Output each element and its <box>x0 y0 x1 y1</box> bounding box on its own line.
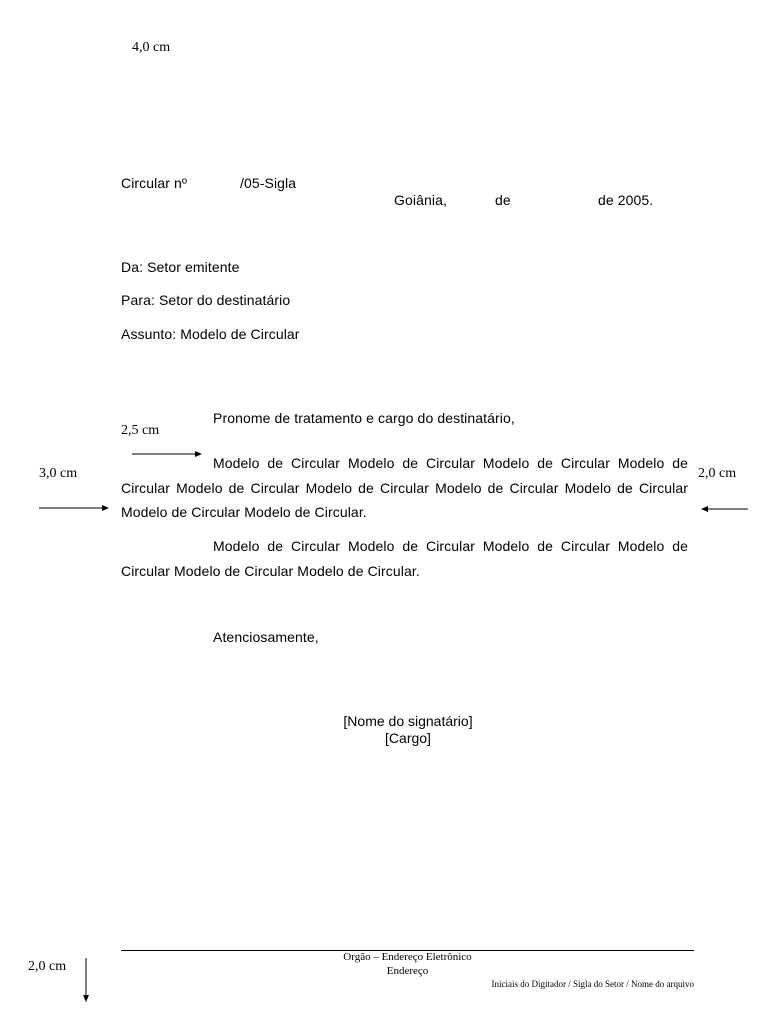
date-year: de 2005. <box>598 192 654 208</box>
signatory-role: [Cargo] <box>385 730 431 746</box>
indent-label: 2,5 cm <box>121 423 160 438</box>
footer-initials: Iniciais do Digitador / Sigla do Setor / Nome do arquivo <box>491 979 694 989</box>
left-margin-arrow-icon <box>39 505 109 511</box>
body-paragraph-2: Modelo de Circular Modelo de Circular Modelo de Circular Modelo de Circular Modelo de Circular Modelo de Circular. <box>121 538 688 579</box>
bottom-margin-arrow-icon <box>83 958 89 1002</box>
left-margin-label: 3,0 cm <box>39 466 78 481</box>
closing: Atenciosamente, <box>213 629 319 645</box>
bottom-margin-label: 2,0 cm <box>28 959 67 974</box>
body-paragraph-1: Modelo de Circular Modelo de Circular Modelo de Circular Modelo de Circular Modelo de Circular Modelo de Circular Modelo de Circular Modelo de Circular Modelo de Circular Modelo de Circular. <box>121 455 688 520</box>
footer-line-1: Orgão – Endereço Eletrônico <box>343 951 472 963</box>
from-line: Da: Setor emitente <box>121 259 240 275</box>
right-margin-label: 2,0 cm <box>698 466 737 481</box>
top-margin-label: 4,0 cm <box>132 40 171 55</box>
subject-line: Assunto: Modelo de Circular <box>121 326 300 342</box>
circular-number-label: Circular nº <box>121 175 188 191</box>
footer-line-2: Endereço <box>386 965 429 977</box>
circular-number-suffix: /05-Sigla <box>240 175 297 191</box>
date-city: Goiânia, <box>394 192 447 208</box>
salutation: Pronome de tratamento e cargo do destinatário, <box>213 410 515 426</box>
date-de: de <box>495 192 511 208</box>
signatory-name: [Nome do signatário] <box>343 713 473 729</box>
to-line: Para: Setor do destinatário <box>121 292 291 308</box>
right-margin-arrow-icon <box>701 506 748 512</box>
